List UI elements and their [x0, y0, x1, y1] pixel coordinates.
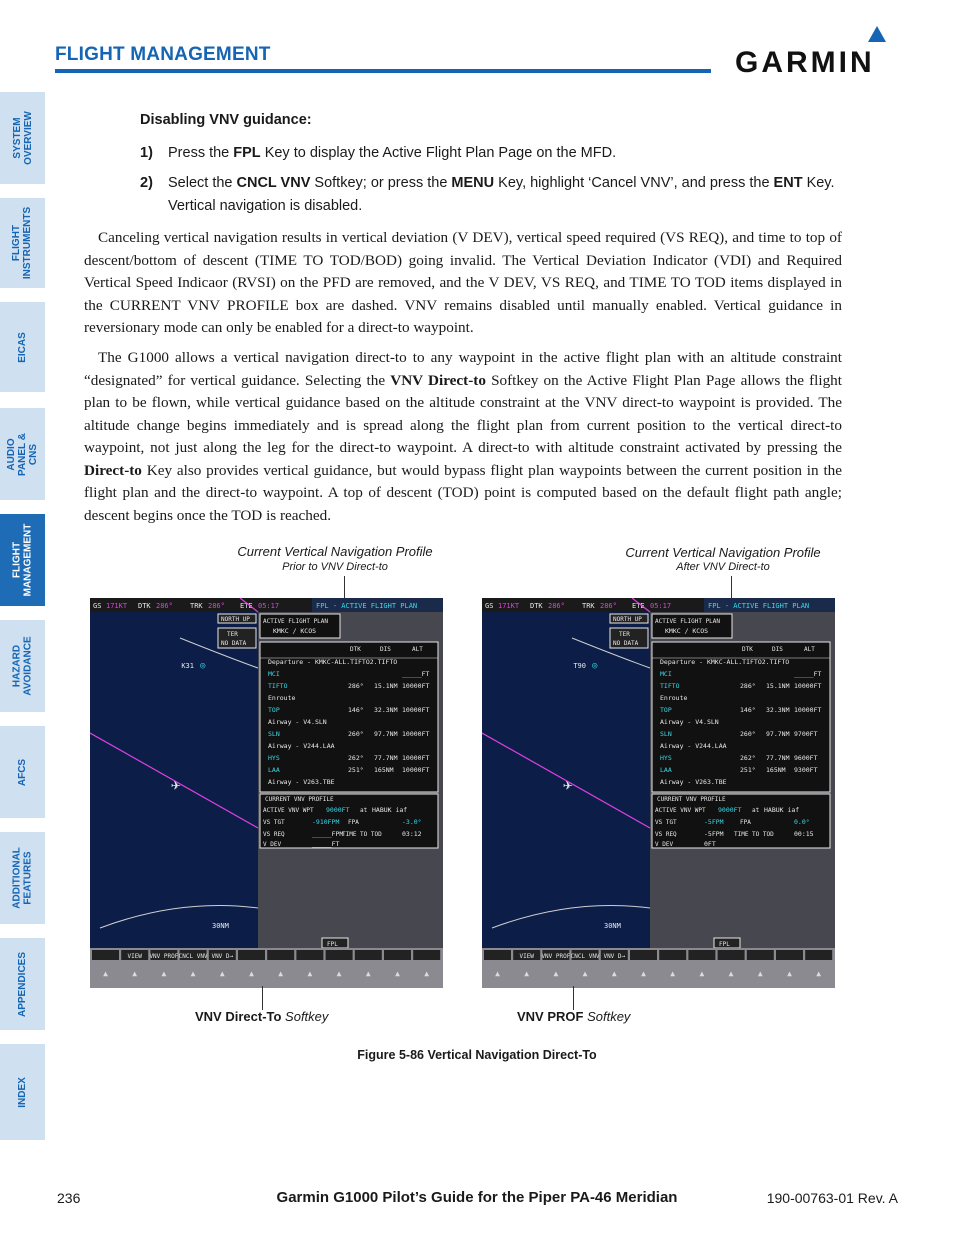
left-softkey-leader — [262, 986, 263, 1010]
key-menu: MENU — [451, 175, 495, 191]
softkey-label-3: CNCL VNV — [178, 953, 208, 960]
afp-row-name: MCI — [660, 670, 672, 678]
dtk-label: DTK — [138, 602, 151, 610]
vs-tgt-value: -5FPM — [704, 818, 724, 826]
map-waypoint-label: T90 — [573, 662, 586, 670]
softkey-11 — [805, 950, 832, 960]
afp-row-name: TOP — [268, 706, 280, 714]
softkey-arrow-10: ▲ — [395, 969, 400, 978]
softkey-arrow-5: ▲ — [249, 969, 254, 978]
trk-label: TRK — [190, 602, 203, 610]
gs-value: 171KT — [498, 602, 520, 610]
softkey-arrow-3: ▲ — [190, 969, 196, 978]
active-wpt-alt: 9000FT — [326, 806, 350, 814]
vs-req-value: -5FPM — [704, 830, 724, 838]
afp-row-dtk: 146° — [348, 706, 364, 714]
softkey-cncl-vnv: CNCL VNV — [236, 175, 311, 191]
afp-row-name: HYS — [660, 754, 672, 762]
section-title: FLIGHT MANAGEMENT — [55, 44, 271, 65]
softkey-label-1: VIEW — [127, 953, 142, 960]
afp-row-name: Airway - V244.LAA — [268, 742, 335, 750]
garmin-logo — [735, 26, 900, 79]
softkey-arrow-4: ▲ — [611, 969, 617, 978]
softkey-label-4: VNV D→ — [211, 953, 234, 960]
active-wpt-name: HABUK iaf — [764, 806, 800, 814]
gs-value: 171KT — [106, 602, 128, 610]
right-softkey-caption: VNV PROF Softkey — [517, 1009, 631, 1024]
garmin-triangle-icon — [868, 26, 886, 42]
softkey-label-1: VIEW — [519, 953, 534, 960]
afp-row-name: SLN — [268, 730, 280, 738]
afp-row-alt: _____FT — [402, 670, 430, 678]
afp-row-dtk: 251° — [348, 766, 364, 774]
afp-row-dis: 32.3NM — [374, 706, 398, 714]
figure-caption: Figure 5-86 Vertical Navigation Direct-To — [357, 1048, 597, 1062]
softkey-5 — [238, 950, 265, 960]
softkey-arrow-4: ▲ — [219, 969, 225, 978]
afp-row-name: Enroute — [660, 694, 688, 702]
softkey-arrow-6: ▲ — [278, 969, 284, 978]
fpa-value: 0.0° — [794, 818, 810, 826]
no-data-label: NO DATA — [221, 640, 247, 647]
softkey-arrow-1: ▲ — [132, 969, 138, 978]
softkey-9 — [747, 950, 774, 960]
trk-value: 286° — [600, 602, 617, 610]
airport-icon: ◎ — [592, 661, 598, 671]
garmin-wordmark: GARMIN — [735, 46, 875, 79]
afp-row-name: SLN — [660, 730, 672, 738]
afp-row-name: Airway - V4.SLN — [660, 718, 719, 726]
tab-system-overview[interactable]: SYSTEM OVERVIEW — [0, 92, 45, 184]
ttod-value: 03:12 — [402, 830, 422, 838]
afp-row-name: Departure - KMKC-ALL.TIFTO2.TIFTO — [268, 658, 398, 666]
col-dis: DIS — [380, 646, 391, 653]
afp-row-name: Airway - V244.LAA — [660, 742, 727, 750]
fpa-label: FPA — [348, 819, 359, 826]
afp-row-dis: 77.7NM — [766, 754, 790, 762]
softkey-7 — [688, 950, 715, 960]
dtk-value: 286° — [156, 602, 173, 610]
left-callout-sub: Prior to VNV Direct-to — [282, 561, 388, 573]
softkey-5 — [630, 950, 657, 960]
fpa-label: FPA — [740, 819, 751, 826]
softkey-0 — [92, 950, 119, 960]
afp-row-dis: 97.7NM — [374, 730, 398, 738]
vs-tgt-value: -910FPM — [312, 818, 340, 826]
vdev-value: 0FT — [704, 840, 716, 848]
softkey-label-2: VNV PROF — [541, 953, 571, 960]
fpl-tab-label: FPL — [327, 941, 338, 948]
softkey-0 — [484, 950, 511, 960]
vs-tgt-label: VS TGT — [263, 819, 285, 826]
afp-row-dtk: 262° — [740, 754, 756, 762]
softkey-label-4: VNV D→ — [603, 953, 626, 960]
afp-row-alt: 10000FT — [794, 706, 822, 714]
tab-afcs[interactable]: AFCS — [0, 726, 45, 818]
afp-row-alt: 10000FT — [402, 766, 430, 774]
vnv-title: CURRENT VNV PROFILE — [657, 796, 726, 803]
afp-row-alt: 10000FT — [402, 682, 430, 690]
softkey-6 — [659, 950, 686, 960]
tab-appendices[interactable]: APPENDICES — [0, 938, 45, 1030]
afp-row-alt: _____FT — [794, 670, 822, 678]
mfd-screen-right — [482, 598, 835, 988]
softkey-arrow-5: ▲ — [641, 969, 646, 978]
afp-row-dis: 97.7NM — [766, 730, 790, 738]
afp-title: ACTIVE FLIGHT PLAN — [263, 618, 329, 625]
mfd-screen-left — [90, 598, 443, 988]
col-dtk: DTK — [350, 646, 361, 653]
softkey-arrow-9: ▲ — [757, 969, 763, 978]
active-wpt-name: HABUK iaf — [372, 806, 408, 814]
afp-row-name: TOP — [660, 706, 672, 714]
paragraph-cancel-vnv: Canceling vertical navigation results in vertical deviation (V DEV), vertical speed required (VS REQ), and time to top of descent/bottom of descent (TIME TO TOD/BOD) going invalid. The Vertical Deviation Indicator (VDI) and Required Vertical Speed Indicaor (RVSI) on the PFD are removed, and the V DEV, VS REQ, and TIME TO TOD items displayed in the CURRENT VNV PROFILE box are dashed. VNV remains disabled until manually enabled. Vertical guidance in reversionary mode can only be enabled for a direct-to waypoint. — [84, 229, 842, 336]
afp-row-alt: 10000FT — [402, 730, 430, 738]
afp-route: KMKC / KCOS — [665, 627, 709, 635]
softkey-arrow-7: ▲ — [307, 969, 313, 978]
no-data-label: NO DATA — [613, 640, 639, 647]
afp-route: KMKC / KCOS — [273, 627, 317, 635]
header-rule — [55, 69, 711, 73]
softkey-arrow-11: ▲ — [424, 969, 430, 978]
softkey-7 — [296, 950, 323, 960]
afp-row-dtk: 262° — [348, 754, 364, 762]
map-range-label: 30NM — [212, 922, 229, 930]
afp-row-dtk: 146° — [740, 706, 756, 714]
softkey-arrow-7: ▲ — [699, 969, 705, 978]
afp-row-alt: 9700FT — [794, 730, 818, 738]
key-ent: ENT — [773, 175, 803, 191]
afp-row-name: MCI — [268, 670, 280, 678]
paragraph-vnv-direct-to: The G1000 allows a vertical navigation direct-to to any waypoint in the active flight plan with an altitude constraint “designated” for vertical guidance. Selecting the VNV Direct-to Softkey on the Active Flight Plan Page allows the flight plan to be flown, while vertical guidance based on the altitude constraint at the VNV direct-to waypoint is provided. The altitude change begins immediately and is spread along the flight plan from current position to the vertical direct-to waypoint, not just along the leg for the direct-to waypoint. A direct-to with altitude constraint activated by pressing the Direct-to Key also provides vertical guidance, but would bypass flight plan waypoints between the current position in the flight plan and the direct-to waypoint. A top of descent (TOD) point is computed based on the default flight path angle; descent begins once the TOD is reached. — [84, 349, 842, 524]
softkey-10 — [384, 950, 411, 960]
ttod-label: TIME TO TOD — [342, 831, 382, 838]
ter-label: TER — [227, 631, 238, 638]
vs-tgt-label: VS TGT — [655, 819, 677, 826]
afp-row-name: LAA — [660, 766, 672, 774]
ete-label: ETE — [632, 602, 645, 610]
col-dis: DIS — [772, 646, 783, 653]
softkey-11 — [413, 950, 440, 960]
dtk-label: DTK — [530, 602, 543, 610]
footer-title: Garmin G1000 Pilot’s Guide for the Piper PA-46 Meridian — [276, 1189, 678, 1206]
softkey-10 — [776, 950, 803, 960]
afp-row-dtk: 286° — [740, 682, 756, 690]
softkey-arrow-2: ▲ — [161, 969, 167, 978]
afp-row-name: TIFTO — [660, 682, 680, 690]
afp-row-name: Enroute — [268, 694, 296, 702]
fpl-tab-label: FPL — [719, 941, 730, 948]
left-softkey-caption: VNV Direct-To Softkey — [195, 1009, 329, 1024]
trk-value: 286° — [208, 602, 225, 610]
at-label: at — [360, 807, 368, 814]
tab-flight-management[interactable]: FLIGHT MANAGEMENT — [0, 514, 45, 606]
col-alt: ALT — [412, 646, 423, 653]
softkey-arrow-10: ▲ — [787, 969, 792, 978]
softkey-arrow-2: ▲ — [553, 969, 559, 978]
softkey-6 — [267, 950, 294, 960]
vs-req-label: VS REQ — [263, 831, 285, 838]
procedure-title: Disabling VNV guidance: — [140, 112, 312, 128]
tab-eicas[interactable]: EICAS — [0, 302, 45, 392]
fpl-title: FPL - ACTIVE FLIGHT PLAN — [708, 602, 810, 610]
ttod-value: 00:15 — [794, 830, 814, 838]
right-softkey-leader — [573, 986, 574, 1010]
left-callout-title: Current Vertical Navigation Profile — [237, 544, 433, 559]
aircraft-icon: ✈ — [171, 775, 181, 794]
softkey-8 — [326, 950, 353, 960]
doc-number: 190-00763-01 Rev. A — [766, 1190, 898, 1206]
mfd-svg — [482, 598, 835, 988]
softkey-arrow-6: ▲ — [670, 969, 676, 978]
afp-row-dtk: 251° — [740, 766, 756, 774]
softkey-arrow-1: ▲ — [524, 969, 530, 978]
vdev-label: V DEV — [263, 841, 282, 848]
afp-row-dis: 77.7NM — [374, 754, 398, 762]
dtk-value: 286° — [548, 602, 565, 610]
softkey-arrow-0: ▲ — [103, 969, 108, 978]
mfd-svg — [90, 598, 443, 988]
ttod-label: TIME TO TOD — [734, 831, 774, 838]
afp-row-dis: 32.3NM — [766, 706, 790, 714]
ete-value: 05:17 — [258, 602, 280, 610]
key-fpl: FPL — [233, 145, 261, 161]
afp-row-dis: 165NM — [766, 766, 786, 774]
vs-req-label: VS REQ — [655, 831, 677, 838]
softkey-arrow-8: ▲ — [336, 969, 342, 978]
afp-row-name: Airway - V263.TBE — [660, 778, 727, 786]
at-label: at — [752, 807, 760, 814]
gs-label: GS — [485, 602, 494, 610]
afp-row-name: LAA — [268, 766, 280, 774]
vdev-label: V DEV — [655, 841, 674, 848]
softkey-arrow-8: ▲ — [728, 969, 734, 978]
afp-row-name: TIFTO — [268, 682, 288, 690]
active-wpt-alt: 9000FT — [718, 806, 742, 814]
afp-row-alt: 9600FT — [794, 754, 818, 762]
fpa-value: -3.0° — [402, 818, 422, 826]
tab-additional-features[interactable]: ADDITIONAL FEATURES — [0, 832, 45, 924]
ete-value: 05:17 — [650, 602, 672, 610]
vdev-value: _____FT — [312, 840, 340, 848]
airport-icon: ◎ — [200, 661, 206, 671]
softkey-arrow-11: ▲ — [816, 969, 822, 978]
page-number: 236 — [57, 1190, 81, 1206]
afp-row-alt: 10000FT — [402, 754, 430, 762]
vnv-title: CURRENT VNV PROFILE — [265, 796, 334, 803]
afp-row-name: Airway - V263.TBE — [268, 778, 335, 786]
map-waypoint-label: K31 — [181, 662, 194, 670]
afp-row-name: HYS — [268, 754, 280, 762]
right-callout-title: Current Vertical Navigation Profile — [625, 545, 821, 560]
afp-row-name: Airway - V4.SLN — [268, 718, 327, 726]
ete-label: ETE — [240, 602, 253, 610]
afp-row-alt: 10000FT — [402, 706, 430, 714]
north-up-label: NORTH UP — [221, 616, 250, 623]
softkey-8 — [718, 950, 745, 960]
vs-req-value: _____FPM — [312, 830, 344, 838]
gs-label: GS — [93, 602, 102, 610]
tab-index[interactable]: INDEX — [0, 1044, 45, 1140]
active-wpt-label: ACTIVE VNV WPT — [263, 807, 314, 814]
afp-row-dis: 15.1NM — [766, 682, 790, 690]
aircraft-icon: ✈ — [563, 775, 573, 794]
afp-row-alt: 9300FT — [794, 766, 818, 774]
map-range-label: 30NM — [604, 922, 621, 930]
right-callout-sub: After VNV Direct-to — [676, 561, 770, 573]
active-wpt-label: ACTIVE VNV WPT — [655, 807, 706, 814]
north-up-label: NORTH UP — [613, 616, 642, 623]
tab-hazard-avoidance[interactable]: HAZARD AVOIDANCE — [0, 620, 45, 712]
col-dtk: DTK — [742, 646, 753, 653]
softkey-arrow-9: ▲ — [365, 969, 371, 978]
afp-title: ACTIVE FLIGHT PLAN — [655, 618, 721, 625]
softkey-arrow-3: ▲ — [582, 969, 588, 978]
afp-row-alt: 10000FT — [794, 682, 822, 690]
trk-label: TRK — [582, 602, 595, 610]
fpl-title: FPL - ACTIVE FLIGHT PLAN — [316, 602, 418, 610]
afp-row-dtk: 260° — [740, 730, 756, 738]
afp-row-dis: 15.1NM — [374, 682, 398, 690]
afp-row-dis: 165NM — [374, 766, 394, 774]
afp-row-dtk: 260° — [348, 730, 364, 738]
softkey-label-3: CNCL VNV — [570, 953, 600, 960]
afp-row-name: Departure - KMKC-ALL.TIFTO2.TIFTO — [660, 658, 790, 666]
afp-row-dtk: 286° — [348, 682, 364, 690]
softkey-label-2: VNV PROF — [149, 953, 179, 960]
softkey-9 — [355, 950, 382, 960]
col-alt: ALT — [804, 646, 815, 653]
ter-label: TER — [619, 631, 630, 638]
tab-audio-panel-cns[interactable]: AUDIO PANEL & CNS — [0, 408, 45, 500]
tab-flight-instruments[interactable]: FLIGHT INSTRUMENTS — [0, 198, 45, 288]
softkey-arrow-0: ▲ — [495, 969, 500, 978]
